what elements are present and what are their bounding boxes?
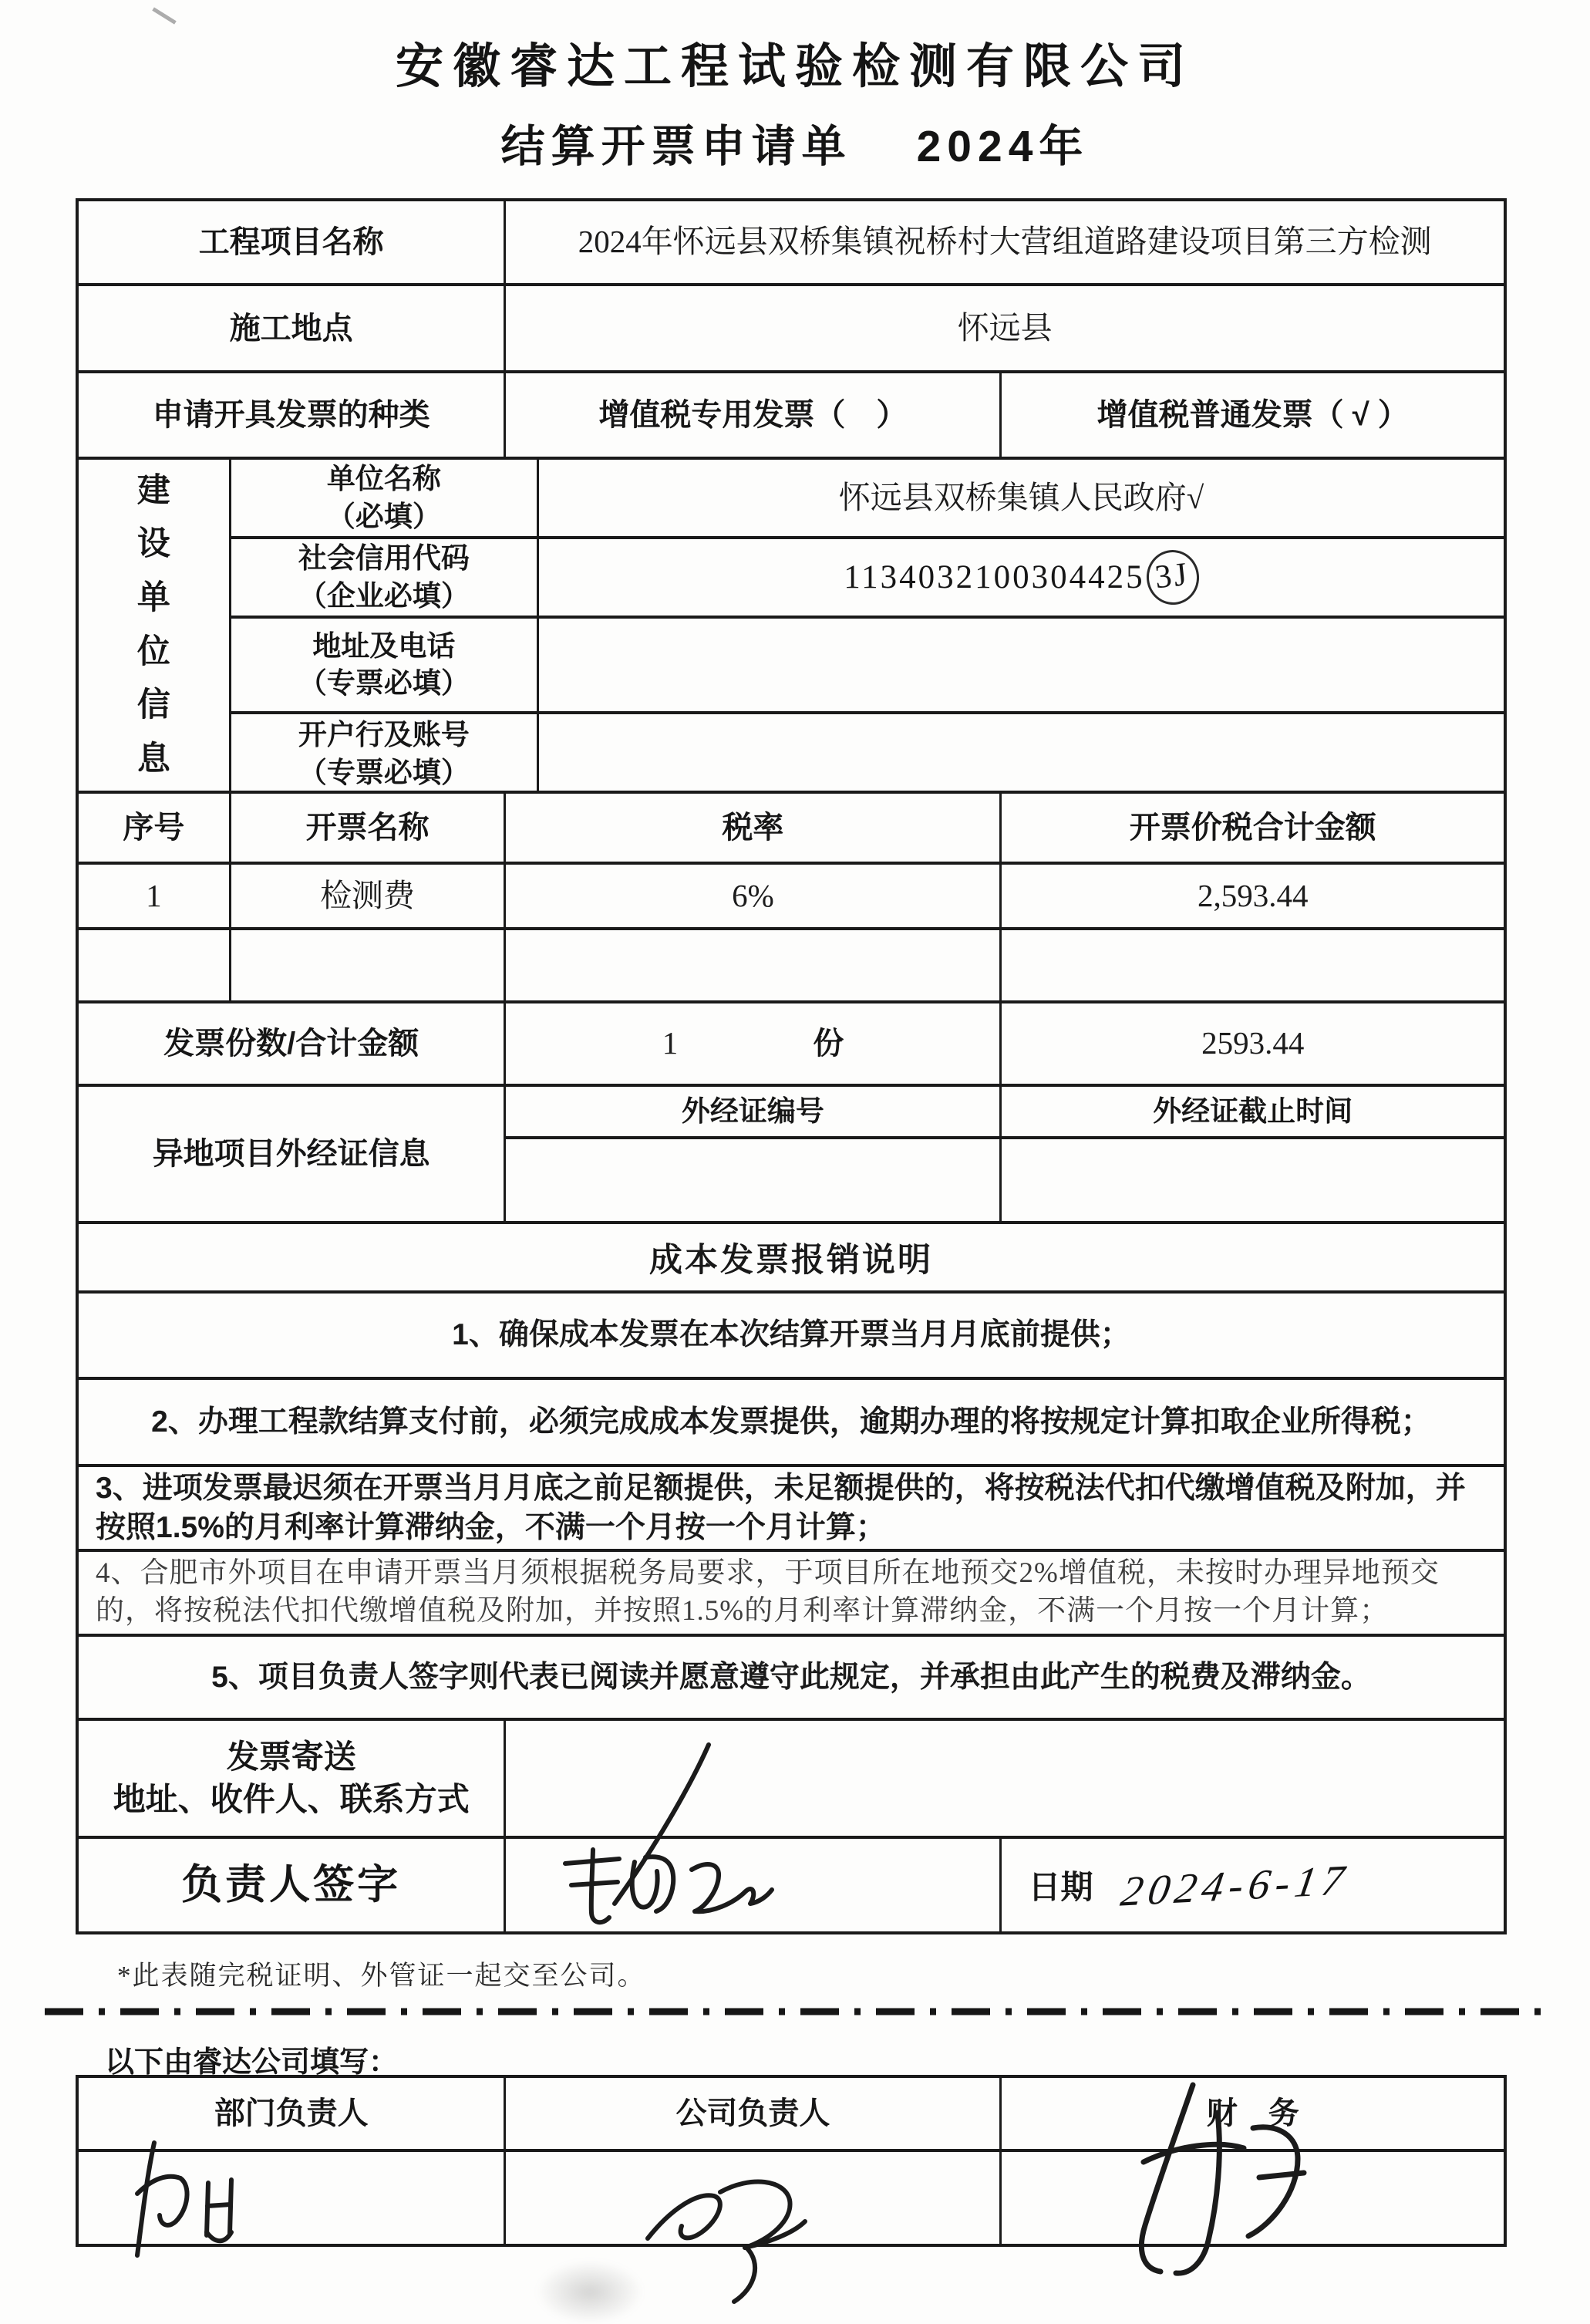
item-no: 1	[146, 877, 162, 913]
empty-cell	[1002, 930, 1503, 1000]
row-cost-title	[79, 1224, 1504, 1294]
date-cell	[1002, 1855, 1503, 1915]
form-title-text: 结算开票申请单	[500, 122, 852, 171]
approval-table	[76, 2075, 1507, 2247]
credit-code-value: 1134032100304425 3J	[844, 550, 1199, 605]
summary-amount: 2593.44	[1201, 1025, 1305, 1061]
address-phone-value	[539, 619, 1504, 711]
finance-header: 财 务	[1206, 2096, 1299, 2130]
note-5: 5、项目负责人签字则代表已阅读并愿意遵守此规定，并承担由此产生的税费及滞纳金。	[211, 1660, 1371, 1694]
waijing-no-label: 外经证编号	[681, 1095, 824, 1127]
builder-row-unit-name	[231, 460, 1504, 539]
waijing-deadline-value	[1002, 1139, 1504, 1224]
location-label: 施工地点	[229, 311, 353, 346]
summary-label: 发票份数/合计金额	[163, 1027, 419, 1061]
row-summary	[79, 1003, 1504, 1087]
company-title: 安徽睿达工程试验检测有限公司	[395, 40, 1194, 93]
scan-smudge	[536, 2260, 644, 2324]
row-note-1	[79, 1294, 1504, 1380]
waijing-deadline-label: 外经证截止时间	[1153, 1095, 1353, 1127]
item-rate: 6%	[732, 877, 774, 913]
company-leader-signature	[629, 2147, 837, 2309]
approval-signature-row	[79, 2152, 1504, 2244]
summary-unit: 份	[813, 1026, 844, 1061]
main-form-table	[76, 198, 1507, 1934]
cost-section-title: 成本发票报销说明	[649, 1241, 933, 1279]
mailing-label: 发票寄送 地址、收件人、联系方式	[113, 1738, 470, 1817]
builder-row-credit-code	[231, 539, 1504, 619]
empty-cell	[231, 930, 507, 1000]
scan-artifact-mark	[152, 7, 176, 24]
invoice-type-label: 申请开具发票的种类	[152, 398, 430, 432]
bank-account-value	[539, 714, 1504, 794]
project-name-label: 工程项目名称	[198, 225, 384, 259]
dept-leader-signature	[109, 2138, 279, 2262]
summary-count: 1	[662, 1025, 679, 1061]
empty-cell	[79, 930, 231, 1000]
company-leader-signature-cell	[506, 2152, 1002, 2244]
finance-signature-cell	[1002, 2152, 1503, 2244]
row-location	[79, 286, 1504, 373]
signer-label: 负责人签字	[181, 1861, 402, 1907]
unit-name-label: 单位名称 （必填）	[326, 463, 441, 532]
company-fill-note: 以下由睿达公司填写：	[105, 2046, 399, 2079]
credit-code-label: 社会信用代码 （企业必填）	[298, 542, 470, 612]
company-leader-header: 公司负责人	[675, 2096, 830, 2130]
dept-leader-signature-cell	[79, 2152, 506, 2244]
mailing-value	[506, 1721, 1504, 1836]
dept-leader-header: 部门负责人	[214, 2096, 369, 2130]
waijing-value-subrow	[506, 1139, 1504, 1224]
row-note-5	[79, 1637, 1504, 1721]
waijing-label: 异地项目外经证信息	[152, 1137, 430, 1171]
project-name-value: 2024年怀远县双桥集镇祝桥村大营组道路建设项目第三方检测	[578, 224, 1432, 260]
bank-account-label: 开户行及账号 （专票必填）	[298, 719, 470, 788]
circled-code-suffix: 3J	[1144, 548, 1201, 608]
location-value: 怀远县	[957, 309, 1053, 346]
dash-dot-separator	[42, 2006, 1548, 2021]
builder-row-bank	[231, 714, 1504, 794]
invoice-general-option: 增值税普通发票（ √ ）	[1096, 398, 1409, 432]
form-title	[0, 111, 1590, 174]
row-item-1	[79, 865, 1504, 930]
approval-header-row	[79, 2078, 1504, 2152]
row-signoff	[79, 1839, 1504, 1931]
row-builder-info	[79, 460, 1504, 794]
item-name: 检测费	[320, 877, 416, 913]
row-note-3	[79, 1467, 1504, 1552]
col-name-header: 开票名称	[305, 811, 430, 845]
note-1: 1、确保成本发票在本次结算开票当月月底前提供；	[452, 1318, 1130, 1352]
address-phone-label: 地址及电话 （专票必填）	[298, 629, 470, 699]
builder-row-address	[231, 619, 1504, 714]
date-label: 日期	[1028, 1869, 1093, 1905]
note-2: 2、办理工程款结算支付前，必须完成成本发票提供，逾期办理的将按规定计算扣取企业所得税；	[151, 1405, 1431, 1439]
row-note-2	[79, 1380, 1504, 1467]
unit-name-value: 怀远县双桥集镇人民政府√	[838, 479, 1204, 515]
row-item-empty	[79, 930, 1504, 1003]
col-no-header: 序号	[123, 811, 185, 845]
row-project-name	[79, 201, 1504, 286]
footnote: *此表随完税证明、外管证一起交至公司。	[117, 1961, 646, 1991]
row-invoice-type	[79, 373, 1504, 460]
waijing-header-subrow	[506, 1087, 1504, 1139]
row-waijing	[79, 1087, 1504, 1224]
row-mailing	[79, 1721, 1504, 1839]
col-amount-header: 开票价税合计金额	[1129, 811, 1376, 845]
empty-cell	[506, 930, 1002, 1000]
form-year: 2024年	[916, 122, 1090, 171]
signer-signature-cell	[506, 1839, 1002, 1931]
col-rate-header: 税率	[722, 811, 784, 845]
item-amount: 2,593.44	[1197, 877, 1309, 913]
builder-info-vertical-label: 建设单位信息	[136, 471, 170, 777]
row-items-header	[79, 794, 1504, 865]
note-3: 3、进项发票最迟须在开票当月月底之前足额提供，未足额提供的，将按税法代扣代缴增值税及附加，并按照1.5%的月利率计算滞纳金，不满一个月按一个月计算；	[96, 1471, 1466, 1544]
invoice-special-option: 增值税专用发票（ ）	[598, 398, 908, 432]
row-note-4	[79, 1552, 1504, 1637]
summary-count-cell	[506, 1024, 999, 1064]
waijing-no-value	[506, 1139, 1002, 1224]
date-handwritten-value: 2024-6-17	[1117, 1855, 1353, 1915]
note-4: 4、合肥市外项目在申请开票当月须根据税务局要求，于项目所在地预交2%增值税，未按时办理异地预交的，将按税法代扣代缴增值税及附加，并按照1.5%的月利率计算滞纳金，不满一个月按一个月计算；	[96, 1557, 1440, 1627]
